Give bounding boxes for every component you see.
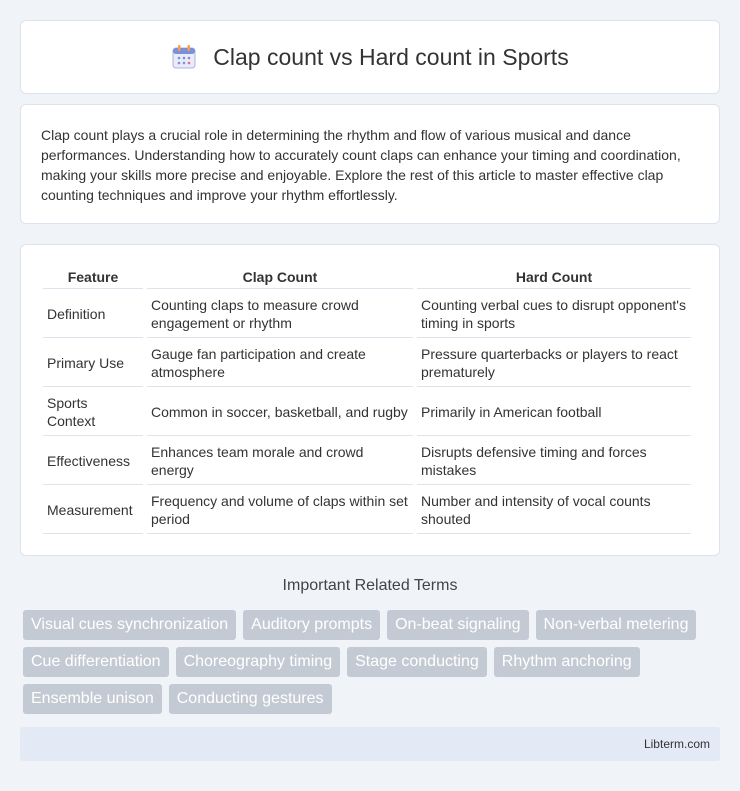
term-tag[interactable]: On-beat signaling <box>387 610 528 640</box>
comparison-table <box>39 263 695 536</box>
term-tag[interactable]: Cue differentiation <box>23 647 169 677</box>
cell-clap: Enhances team morale and crowd energy <box>147 438 413 485</box>
title-card <box>20 20 720 94</box>
header-hard-count: Hard Count <box>417 265 691 289</box>
footer-site-link[interactable]: Libterm.com <box>643 737 710 751</box>
cell-feature: Measurement <box>43 487 143 534</box>
table-row <box>43 291 691 338</box>
cell-clap: Frequency and volume of claps within set period <box>147 487 413 534</box>
cell-clap: Common in soccer, basketball, and rugby <box>147 389 413 436</box>
cell-feature: Primary Use <box>43 340 143 387</box>
cell-feature: Definition <box>43 291 143 338</box>
cell-hard: Number and intensity of vocal counts shouted <box>417 487 691 534</box>
cell-feature: Effectiveness <box>43 438 143 485</box>
table-row <box>43 438 691 485</box>
related-terms-list <box>23 610 723 714</box>
cell-hard: Pressure quarterbacks or players to react prematurely <box>417 340 691 387</box>
cell-hard: Counting verbal cues to disrupt opponent's timing in sports <box>417 291 691 338</box>
cell-hard: Primarily in American football <box>417 389 691 436</box>
term-tag[interactable]: Visual cues synchronization <box>23 610 236 640</box>
term-tag[interactable]: Auditory prompts <box>243 610 380 640</box>
term-tag[interactable]: Non-verbal metering <box>536 610 697 640</box>
term-tag[interactable]: Ensemble unison <box>23 684 162 714</box>
term-tag[interactable]: Rhythm anchoring <box>494 647 640 677</box>
term-tag[interactable]: Conducting gestures <box>169 684 332 714</box>
cell-hard: Disrupts defensive timing and forces mistakes <box>417 438 691 485</box>
header-feature: Feature <box>43 265 143 289</box>
term-tag[interactable]: Stage conducting <box>347 647 487 677</box>
page-title: Clap count vs Hard count in Sports <box>213 43 569 70</box>
cell-clap: Gauge fan participation and create atmosphere <box>147 340 413 387</box>
comparison-card <box>20 244 720 556</box>
table-row <box>43 487 691 534</box>
intro-paragraph: Clap count plays a crucial role in determining the rhythm and flow of various musical and dance performances. Understanding how to accurately count claps can enhance your timing and coordination, making your skills more precise and enjoyable. Explore the rest of this article to master effective clap counting techniques and improve your rhythm effortlessly. <box>41 127 681 203</box>
table-row <box>43 389 691 436</box>
table-row <box>43 340 691 387</box>
cell-clap: Counting claps to measure crowd engagement or rhythm <box>147 291 413 338</box>
related-terms-title: Important Related Terms <box>282 577 458 594</box>
intro-card <box>20 104 720 224</box>
calendar-icon <box>171 44 197 70</box>
cell-feature: Sports Context <box>43 389 143 436</box>
header-clap-count: Clap Count <box>147 265 413 289</box>
footer <box>20 727 720 761</box>
table-header-row <box>43 265 691 289</box>
term-tag[interactable]: Choreography timing <box>176 647 341 677</box>
